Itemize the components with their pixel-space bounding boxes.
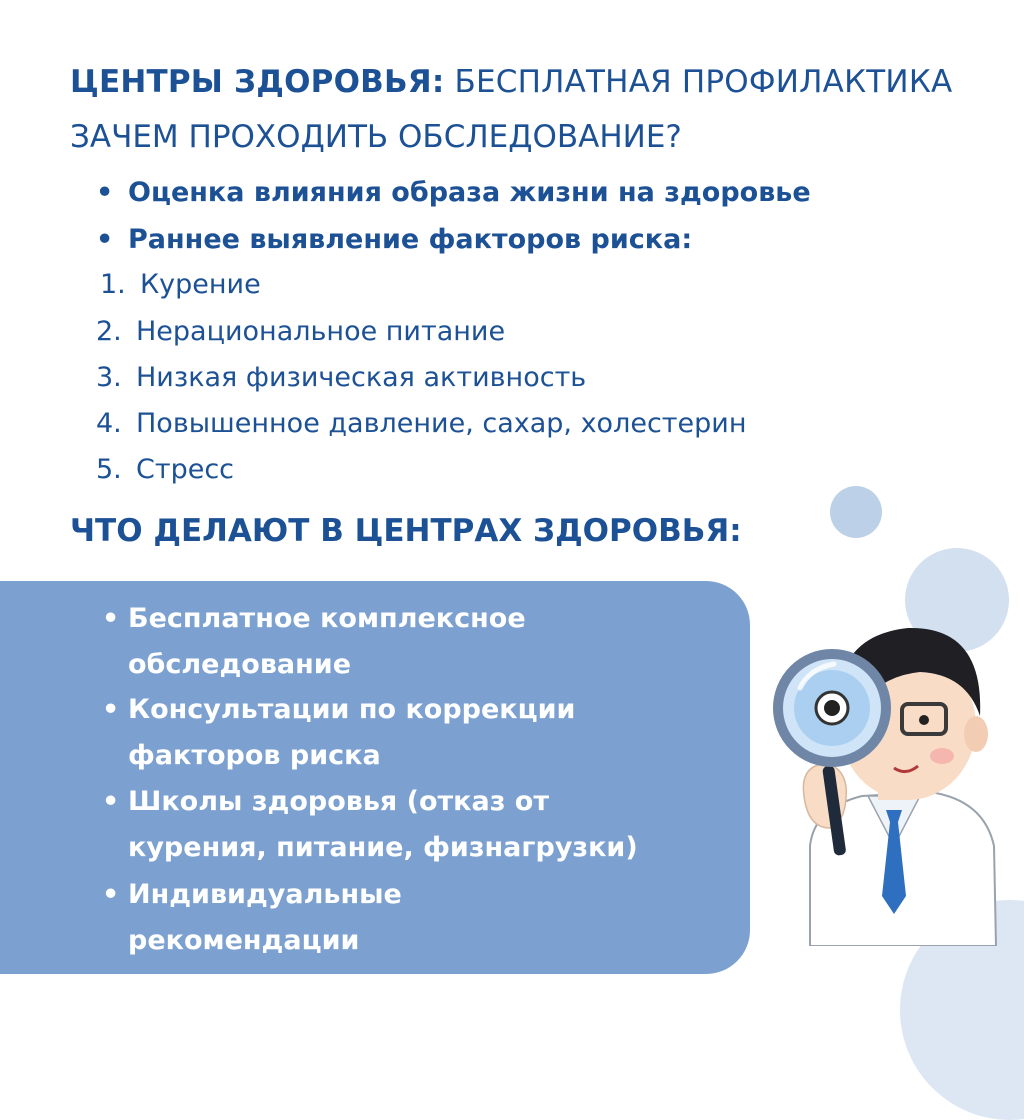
risk-factor-text: Нерациональное питание <box>136 316 506 347</box>
service-item: • Индивидуальные рекомендации <box>128 872 402 964</box>
risk-factor-number: 4. <box>96 408 122 439</box>
risk-factor-number: 5. <box>96 454 122 485</box>
risk-factor-item <box>96 314 505 350</box>
ear <box>964 716 988 752</box>
bullet-item: • Раннее выявление факторов риска: <box>98 222 692 258</box>
risk-factor-number: 3. <box>96 362 122 393</box>
risk-factor-text: Стресс <box>136 454 235 485</box>
risk-factor-item <box>96 360 586 396</box>
decor-circle-small <box>830 486 882 538</box>
title-rest: БЕСПЛАТНАЯ ПРОФИЛАКТИКА <box>454 64 953 100</box>
risk-factor-number: 1. <box>100 269 126 300</box>
risk-factor-item <box>96 452 234 488</box>
risk-factor-item <box>96 406 746 442</box>
risk-factor-text: Низкая физическая активность <box>136 362 587 393</box>
risk-factor-text: Повышенное давление, сахар, холестерин <box>136 408 747 439</box>
risk-factor-text: Курение <box>140 269 261 300</box>
title-bold: ЦЕНТРЫ ЗДОРОВЬЯ: <box>70 64 445 100</box>
service-item: • Консультации по коррекции факторов риска <box>128 687 575 779</box>
risk-factor-item <box>100 267 261 303</box>
risk-factor-number: 2. <box>96 316 122 347</box>
service-item: • Школы здоровья (отказ от курения, питание, физнагрузки) <box>128 779 638 871</box>
doctor-illustration <box>770 596 1024 946</box>
page-subtitle: ЗАЧЕМ ПРОХОДИТЬ ОБСЛЕДОВАНИЕ? <box>70 119 682 155</box>
bullet-item: • Оценка влияния образа жизни на здоровье <box>98 175 811 211</box>
page-title <box>70 62 952 102</box>
section-heading: ЧТО ДЕЛАЮТ В ЦЕНТРАХ ЗДОРОВЬЯ: <box>70 513 742 549</box>
service-item: • Бесплатное комплексное обследование <box>128 596 526 688</box>
eye <box>919 715 929 725</box>
cheek <box>930 748 954 764</box>
